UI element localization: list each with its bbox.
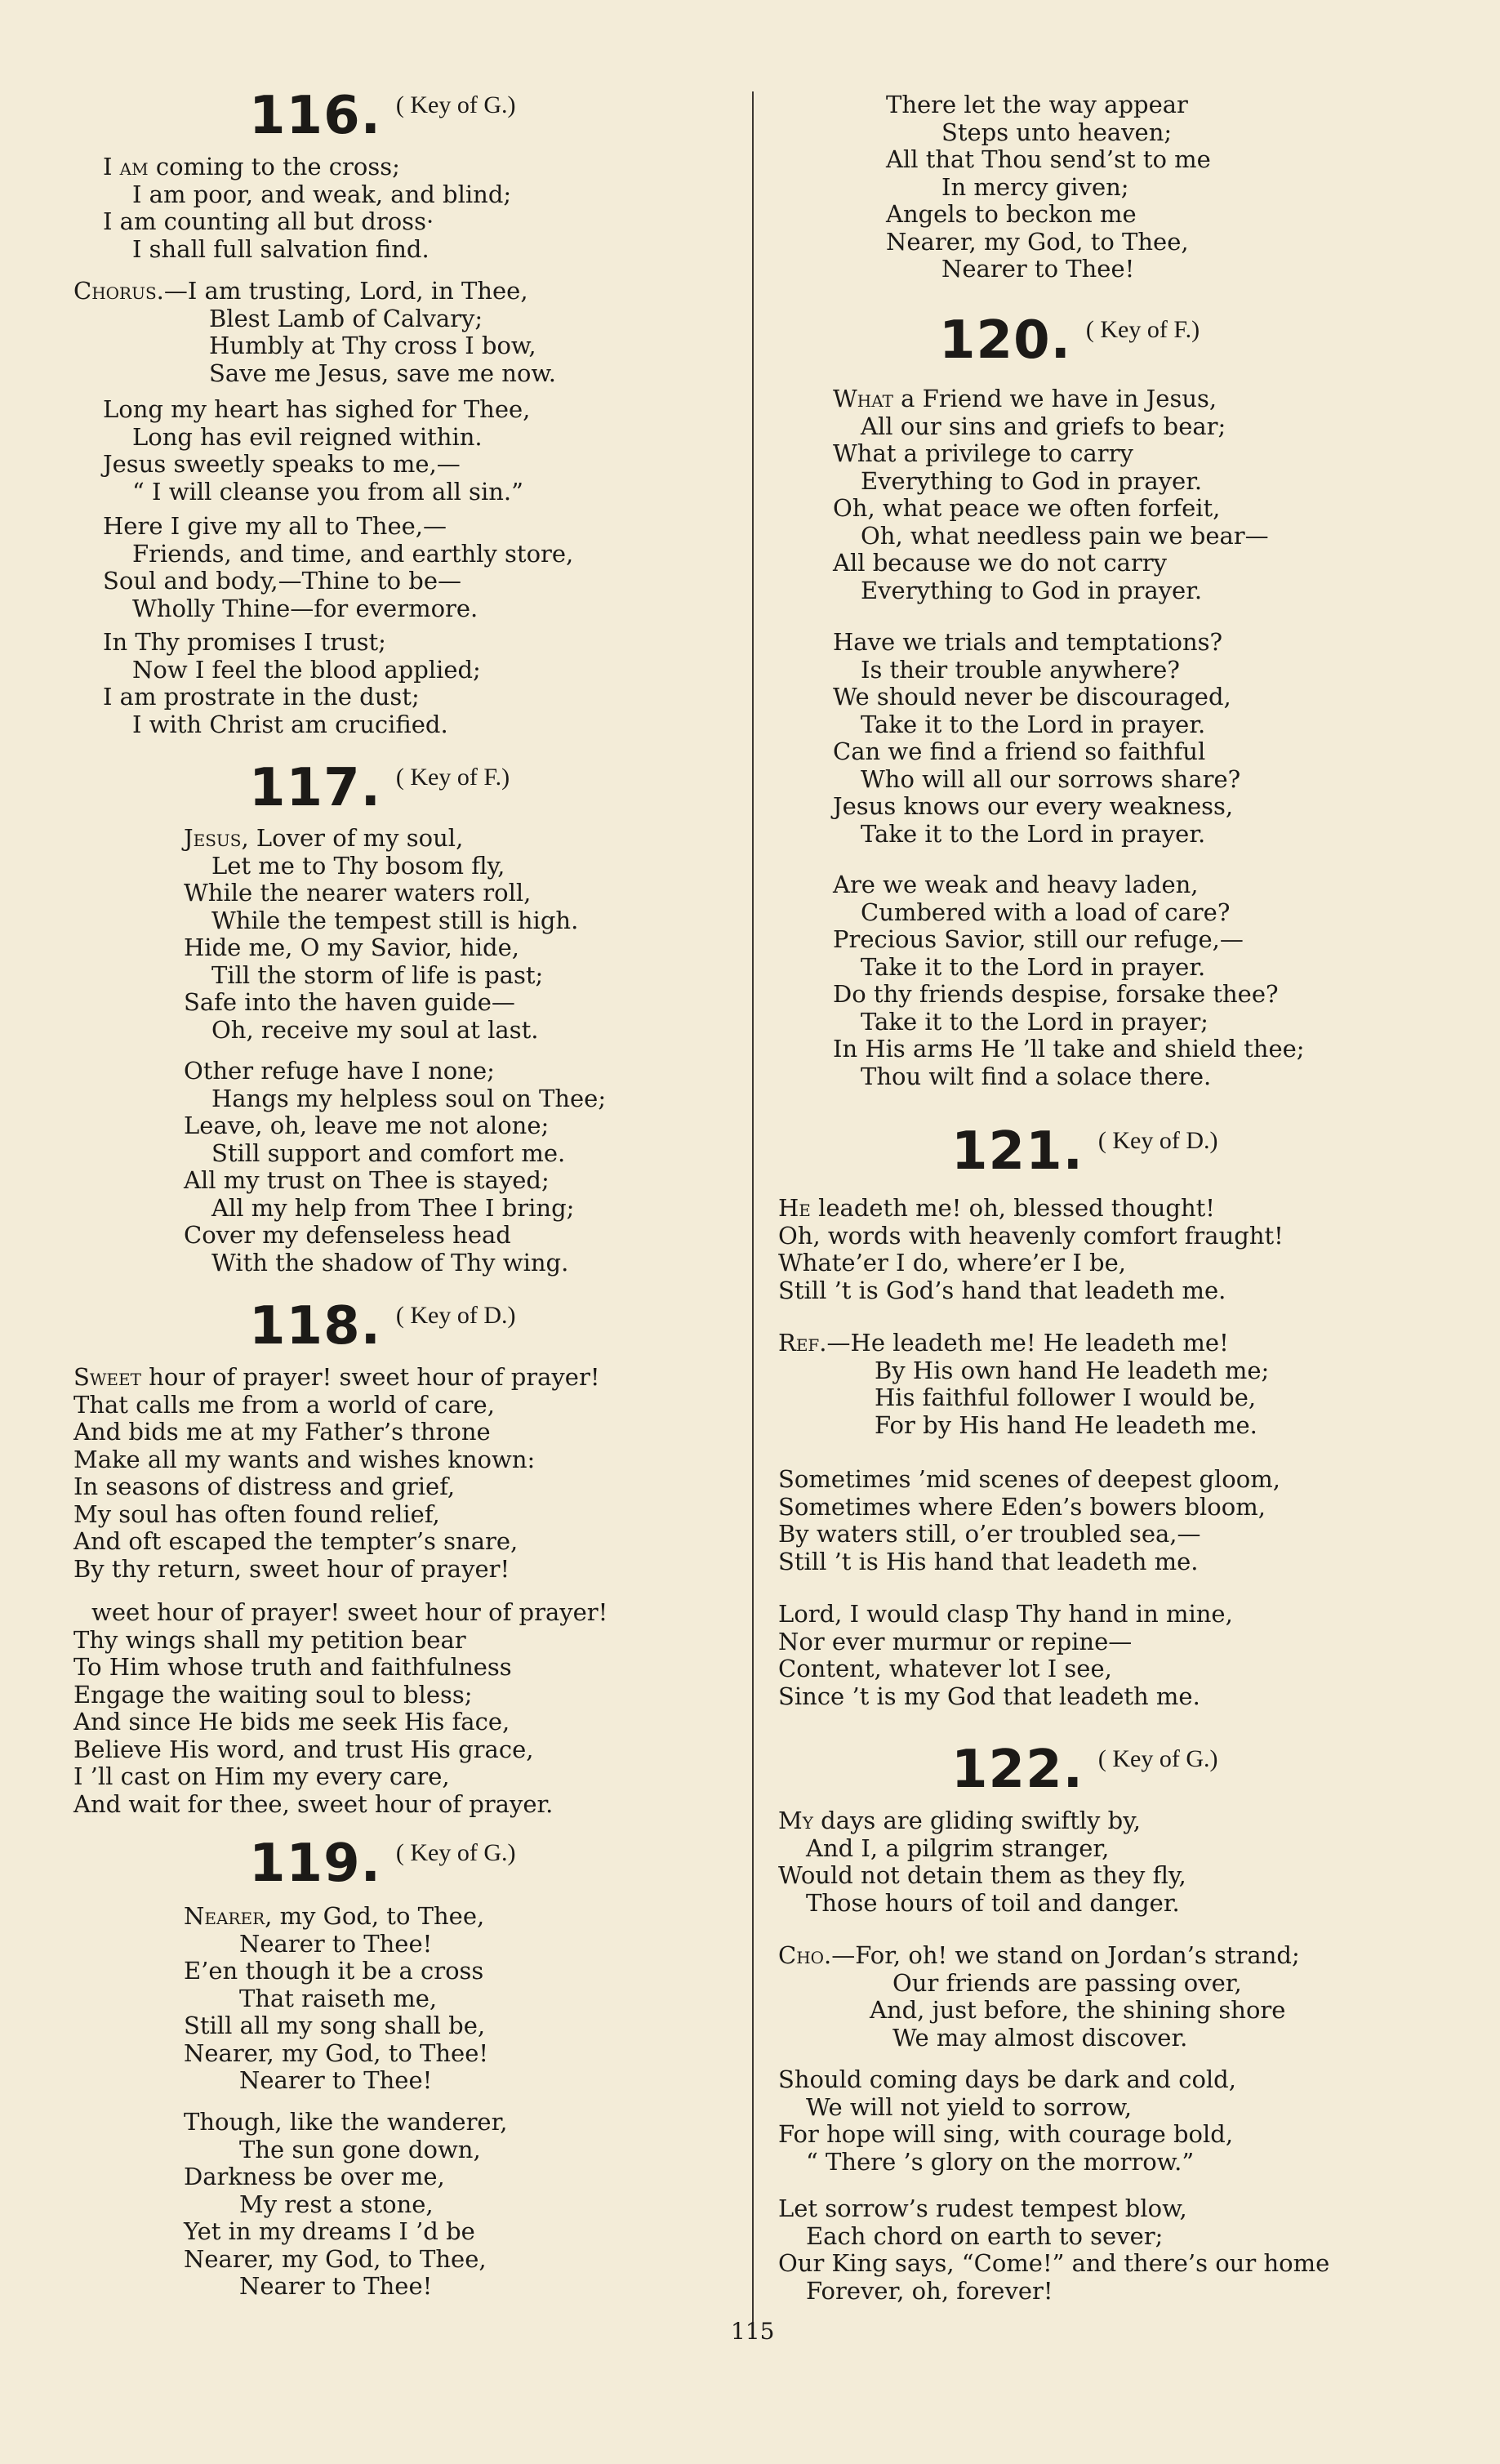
hymn-118-stanza-1 <box>73 1364 599 1583</box>
hymn-key: ( Key of D.) <box>395 1302 516 1329</box>
verse-line: Darkness be over me, <box>184 2163 445 2190</box>
verse-line: Jesus knows our every weakness, <box>833 792 1234 820</box>
verse-line: Chorus.—I am trusting, Lord, in Thee, <box>73 277 528 305</box>
hymn-key: ( Key of D.) <box>1097 1127 1218 1154</box>
verse-line: Do thy friends despise, forsake thee? <box>833 980 1279 1008</box>
hymn-119-stanza-1 <box>184 1903 488 2095</box>
verse-line: Nearer to Thee! <box>239 1929 433 1958</box>
verse-line: Still support and comfort me. <box>211 1138 566 1167</box>
verse-line: Still ’t is His hand that leadeth me. <box>778 1547 1199 1575</box>
verse-line: Oh, what peace we often forfeit, <box>833 494 1221 522</box>
hymn-116-stanza-1 <box>103 154 511 263</box>
verse-line: Now I feel the blood applied; <box>132 655 481 684</box>
verse-line: Long has evil reigned within. <box>132 422 483 451</box>
verse-line: My rest a stone, <box>239 2190 434 2218</box>
hymn-119-stanza-2 <box>184 2109 507 2301</box>
verse-line: Cumbered with a load of care? <box>861 898 1231 926</box>
hymn-number: 116. <box>249 86 381 146</box>
verse-line: Everything to God in prayer. <box>861 576 1203 604</box>
verse-line: Here I give my all to Thee,— <box>103 512 447 540</box>
verse-line: Hide me, O my Savior, hide, <box>184 933 519 961</box>
verse-line: Long my heart has sighed for Thee, <box>103 395 531 423</box>
hymn-key: ( Key of F.) <box>395 764 510 791</box>
hymn-119-header <box>249 1834 516 1894</box>
verse-line: Would not detain them as they fly, <box>778 1861 1186 1889</box>
verse-line: In mercy given; <box>941 172 1129 201</box>
verse-line: Blest Lamb of Calvary; <box>209 304 483 332</box>
verse-line: Steps unto heaven; <box>941 118 1173 146</box>
verse-line: To Him whose truth and faithfulness <box>73 1653 512 1681</box>
verse-line: Soul and body,—Thine to be— <box>103 567 461 595</box>
verse-line: Hangs my helpless soul on Thee; <box>211 1084 607 1112</box>
hymn-118-header <box>249 1296 516 1357</box>
hymn-122-chorus <box>778 1942 1300 2052</box>
verse-line: My days are gliding swiftly by, <box>778 1807 1141 1834</box>
verse-line: In Thy promises I trust; <box>103 628 386 656</box>
verse-line: Cover my defenseless head <box>184 1221 511 1249</box>
verse-line: Oh, words with heavenly comfort fraught! <box>778 1221 1284 1250</box>
verse-line: Take it to the Lord in prayer. <box>861 952 1206 981</box>
verse-line: Who will all our sorrows share? <box>861 764 1241 793</box>
verse-line: Those hours of toil and danger. <box>806 1888 1180 1917</box>
verse-line: Let me to Thy bosom fly, <box>211 851 505 880</box>
hymn-116-stanza-4 <box>103 629 481 738</box>
verse-line: I am poor, and weak, and blind; <box>132 180 512 208</box>
hymn-120-header <box>939 310 1200 371</box>
verse-line: I shall full salvation find. <box>132 234 430 263</box>
verse-line: Sometimes where Eden’s bowers bloom, <box>778 1492 1266 1521</box>
verse-line: Forever, oh, forever! <box>806 2276 1053 2305</box>
verse-line: His faithful follower I would be, <box>875 1383 1257 1411</box>
verse-line: Humbly at Thy cross I bow, <box>209 332 536 359</box>
verse-line: Still ’t is God’s hand that leadeth me. <box>778 1276 1226 1304</box>
verse-line: And wait for thee, sweet hour of prayer. <box>73 1789 554 1818</box>
verse-line: I with Christ am crucified. <box>132 710 448 738</box>
hymn-number: 122. <box>951 1740 1084 1800</box>
page-number: 115 <box>731 2318 775 2345</box>
verse-line: “ There ’s glory on the morrow.” <box>806 2147 1195 2176</box>
verse-line: I am prostrate in the dust; <box>103 683 420 711</box>
verse-line: Nearer to Thee! <box>941 255 1135 283</box>
verse-line: And bids me at my Father’s throne <box>73 1418 491 1446</box>
hymn-120-stanza-3 <box>833 871 1305 1090</box>
verse-line: For hope will sing, with courage bold, <box>778 2120 1234 2148</box>
verse-line: All that Thou send’st to me <box>886 145 1211 173</box>
verse-line: And oft escaped the tempter’s snare, <box>73 1527 519 1555</box>
hymn-117-stanza-2 <box>184 1058 606 1277</box>
verse-line: Jesus, Lover of my soul, <box>184 824 464 852</box>
verse-line: Sometimes ’mid scenes of deepest gloom, <box>778 1465 1280 1493</box>
verse-line: And, just before, the shining shore <box>870 1996 1286 2024</box>
verse-line: By His own hand He leadeth me; <box>875 1356 1270 1384</box>
verse-line: weet hour of prayer! sweet hour of prayer! <box>91 1598 608 1626</box>
hymn-number: 119. <box>249 1834 381 1894</box>
verse-line: “ I will cleanse you from all sin.” <box>132 477 523 506</box>
verse-line: Oh, what needless pain we bear— <box>861 521 1269 550</box>
verse-line: I am coming to the cross; <box>103 153 400 180</box>
verse-line: Wholly Thine—for evermore. <box>132 594 478 622</box>
hymn-116-chorus <box>73 278 556 387</box>
hymn-key: ( Key of G.) <box>395 1839 516 1866</box>
verse-line: All our sins and griefs to bear; <box>861 412 1226 440</box>
hymn-121-header <box>951 1121 1218 1182</box>
verse-line: Cho.—For, oh! we stand on Jordan’s strand; <box>778 1941 1300 1969</box>
verse-line: The sun gone down, <box>239 2135 481 2163</box>
verse-line: He leadeth me! oh, blessed thought! <box>778 1194 1215 1222</box>
verse-line: Take it to the Lord in prayer. <box>861 819 1206 848</box>
verse-line: Till the storm of life is past; <box>211 960 544 989</box>
verse-line: What a privilege to carry <box>833 439 1133 467</box>
hymn-key: ( Key of G.) <box>395 91 516 118</box>
verse-line: I ’ll cast on Him my every care, <box>73 1762 450 1790</box>
verse-line: Nearer, my God, to Thee, <box>184 1902 485 1930</box>
verse-line: Whate’er I do, where’er I be, <box>778 1249 1126 1277</box>
hymn-120-stanza-2 <box>833 629 1240 848</box>
verse-line: What a Friend we have in Jesus, <box>833 385 1217 412</box>
verse-line: Thou wilt find a solace there. <box>861 1062 1212 1090</box>
hymn-number: 121. <box>951 1121 1084 1182</box>
verse-line: Jesus sweetly speaks to me,— <box>103 450 461 478</box>
verse-line: Lord, I would clasp Thy hand in mine, <box>778 1600 1233 1628</box>
verse-line: For by His hand He leadeth me. <box>875 1410 1257 1439</box>
hymn-118-stanza-2 <box>73 1599 608 1818</box>
hymn-122-stanza-1 <box>778 1807 1186 1917</box>
verse-line: Sweet hour of prayer! sweet hour of prayer! <box>73 1363 600 1391</box>
verse-line: Can we find a friend so faithful <box>833 737 1206 765</box>
verse-line: Nearer, my God, to Thee, <box>184 2244 487 2273</box>
verse-line: Our King says, “Come!” and there’s our home <box>778 2249 1330 2277</box>
verse-line: Still all my song shall be, <box>184 2012 486 2039</box>
verse-line: Are we weak and heavy laden, <box>833 871 1199 898</box>
hymn-116-header <box>249 86 516 146</box>
verse-line: Each chord on earth to sever; <box>806 2221 1164 2250</box>
hymn-122-stanza-3 <box>778 2195 1329 2305</box>
hymn-key: ( Key of G.) <box>1097 1745 1218 1772</box>
verse-line: All because we do not carry <box>833 549 1168 577</box>
verse-line: Thy wings shall my petition bear <box>73 1625 466 1654</box>
verse-line: Yet in my dreams I ’d be <box>184 2217 475 2245</box>
verse-line: Nearer, my God, to Thee! <box>184 2038 489 2067</box>
verse-line: While the nearer waters roll, <box>184 879 532 907</box>
verse-line: Ref.—He leadeth me! He leadeth me! <box>778 1329 1229 1357</box>
hymn-117-stanza-1 <box>184 825 578 1044</box>
verse-line: Take it to the Lord in prayer. <box>861 710 1206 738</box>
hymn-122-stanza-2 <box>778 2066 1236 2176</box>
verse-line: Friends, and time, and earthly store, <box>132 539 574 568</box>
verse-line: My soul has often found relief, <box>73 1499 440 1528</box>
hymn-121-stanza-2 <box>778 1466 1280 1575</box>
hymn-117-header <box>249 758 510 818</box>
verse-line: In His arms He ’ll take and shield thee; <box>833 1035 1305 1063</box>
hymn-key: ( Key of F.) <box>1085 316 1200 343</box>
verse-line: Save me Jesus, save me now. <box>209 359 557 387</box>
verse-line: Oh, receive my soul at last. <box>211 1015 539 1044</box>
hymn-119-stanza-3 <box>886 91 1211 283</box>
verse-line: That calls me from a world of care, <box>73 1390 495 1419</box>
verse-line: All my trust on Thee is stayed; <box>184 1166 550 1194</box>
verse-line: Engage the waiting soul to bless; <box>73 1680 473 1709</box>
verse-line: Other refuge have I none; <box>184 1057 495 1085</box>
hymn-number: 118. <box>249 1296 381 1357</box>
verse-line: Angels to beckon me <box>886 200 1137 228</box>
verse-line: Our friends are passing over, <box>892 1968 1242 1997</box>
hymn-116-stanza-3 <box>103 513 573 622</box>
verse-line: And since He bids me seek His face, <box>73 1708 510 1735</box>
verse-line: All my help from Thee I bring; <box>211 1193 575 1222</box>
verse-line: E’en though it be a cross <box>184 1957 484 1985</box>
verse-line: Nearer to Thee! <box>239 2066 433 2094</box>
hymn-121-refrain <box>778 1330 1269 1439</box>
verse-line: In seasons of distress and grief, <box>73 1473 456 1500</box>
verse-line: Everything to God in prayer. <box>861 466 1203 495</box>
verse-line: That raiseth me, <box>239 1984 438 2012</box>
verse-line: Nearer, my God, to Thee, <box>886 227 1189 256</box>
hymn-122-header <box>951 1740 1218 1800</box>
verse-line: Is their trouble anywhere? <box>861 655 1180 684</box>
verse-line: Let sorrow’s rudest tempest blow, <box>778 2194 1187 2222</box>
verse-line: Though, like the wanderer, <box>184 2108 508 2136</box>
verse-line: Safe into the haven guide— <box>184 988 515 1016</box>
verse-line: While the tempest still is high. <box>211 906 579 934</box>
hymn-121-stanza-3 <box>778 1601 1233 1710</box>
verse-line: By thy return, sweet hour of prayer! <box>73 1554 510 1583</box>
verse-line: Since ’t is my God that leadeth me. <box>778 1682 1200 1710</box>
verse-line: Nor ever murmur or repine— <box>778 1627 1133 1655</box>
verse-line: We will not yield to sorrow, <box>806 2092 1133 2121</box>
verse-line: With the shadow of Thy wing. <box>211 1248 569 1277</box>
verse-line: We should never be discouraged, <box>833 683 1231 711</box>
verse-line: Should coming days be dark and cold, <box>778 2065 1236 2093</box>
verse-line: Have we trials and temptations? <box>833 628 1223 656</box>
verse-line: I am counting all but dross· <box>103 207 434 235</box>
verse-line: Make all my wants and wishes known: <box>73 1445 536 1473</box>
hymn-number: 117. <box>249 758 381 818</box>
verse-line: Content, whatever lot I see, <box>778 1655 1112 1682</box>
hymn-116-stanza-2 <box>103 396 530 506</box>
verse-line: And I, a pilgrim stranger, <box>806 1834 1110 1862</box>
hymn-120-stanza-1 <box>833 385 1269 604</box>
verse-line: We may almost discover. <box>892 2023 1188 2052</box>
verse-line: Nearer to Thee! <box>239 2272 433 2300</box>
hymn-121-stanza-1 <box>778 1195 1284 1304</box>
verse-line: Precious Savior, still our refuge,— <box>833 925 1244 953</box>
verse-line: Believe His word, and trust His grace, <box>73 1735 534 1763</box>
verse-line: By waters still, o’er troubled sea,— <box>778 1520 1201 1548</box>
verse-line: There let the way appear <box>886 91 1188 118</box>
verse-line: Leave, oh, leave me not alone; <box>184 1112 550 1139</box>
hymn-number: 120. <box>939 310 1071 371</box>
verse-line: Take it to the Lord in prayer; <box>861 1007 1208 1036</box>
column-divider <box>752 91 754 2333</box>
